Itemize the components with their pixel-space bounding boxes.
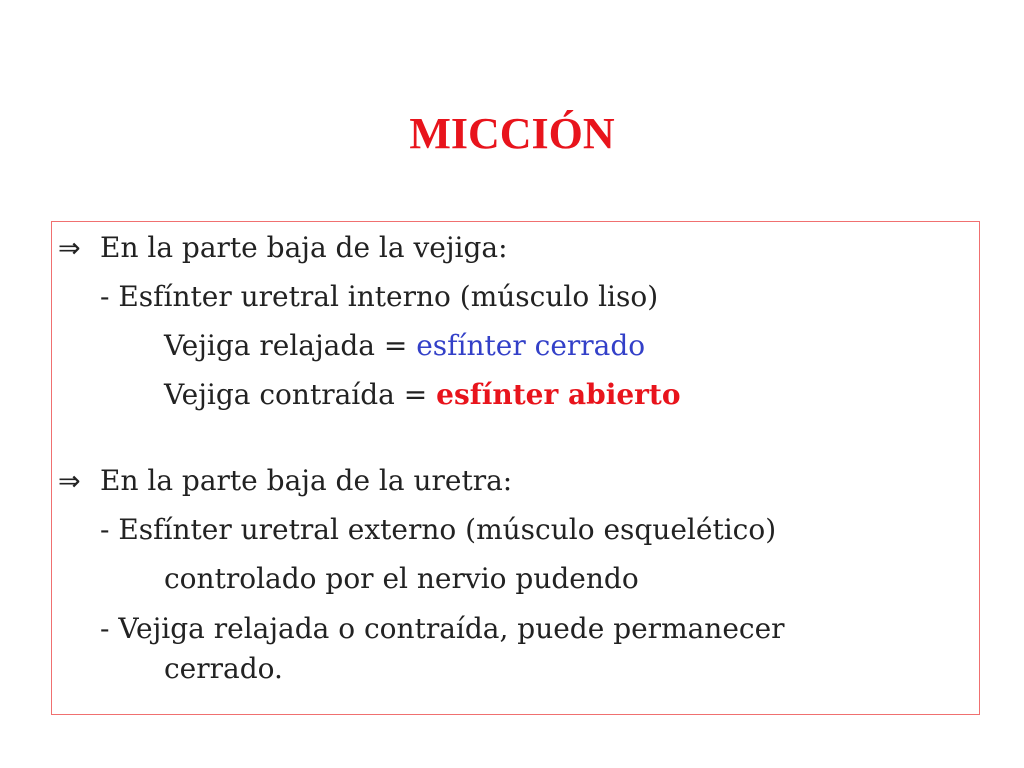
- relaxed-label: Vejiga relajada =: [164, 329, 417, 362]
- closed-sphincter-highlight: esfínter cerrado: [416, 329, 646, 362]
- section2-heading-line: [58, 463, 512, 500]
- section1-contracted-line: [164, 377, 681, 413]
- section2-item-relaxed-contracted-cont: cerrado.: [164, 652, 283, 685]
- double-arrow-right-icon: ⇒: [58, 466, 81, 497]
- open-sphincter-highlight: esfínter abierto: [436, 378, 681, 411]
- section2-item-external-sphincter-cont: controlado por el nervio pudendo: [164, 562, 639, 595]
- section1-item-internal-sphincter: - Esfínter uretral interno (músculo liso): [100, 280, 659, 313]
- section2-item-relaxed-contracted: - Vejiga relajada o contraída, puede permanecer: [100, 612, 785, 645]
- slide-title: MICCIÓN: [409, 109, 615, 158]
- section1-heading: En la parte baja de la vejiga:: [100, 231, 508, 264]
- section2-heading: En la parte baja de la uretra:: [100, 464, 513, 497]
- contracted-label: Vejiga contraída =: [164, 378, 437, 411]
- double-arrow-right-icon: ⇒: [58, 233, 81, 264]
- section1-heading-line: [58, 230, 508, 267]
- section1-relaxed-line: [164, 328, 645, 364]
- section2-item-external-sphincter: - Esfínter uretral externo (músculo esquelético): [100, 513, 777, 546]
